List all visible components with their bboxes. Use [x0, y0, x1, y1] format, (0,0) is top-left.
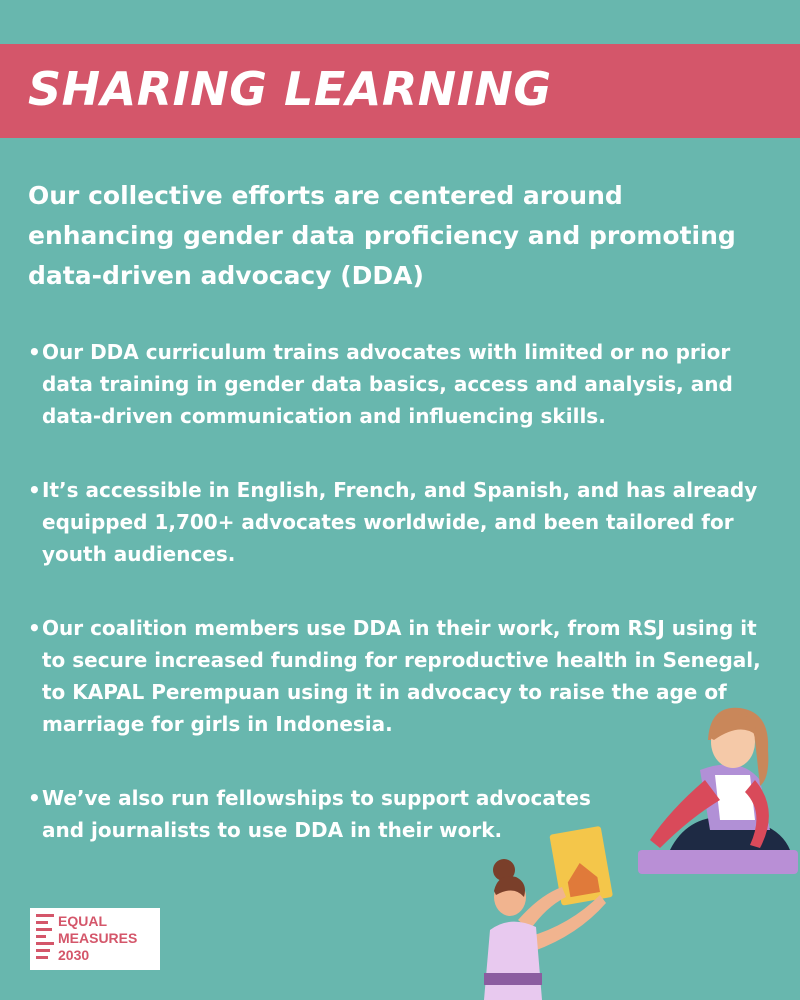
woman-with-book-illustration — [470, 825, 620, 1000]
bullet-item: • It’s accessible in English, French, and Spanish, and has already equipped 1,700+ advocates worldwide, and been tailored for youth audiences. — [28, 474, 768, 570]
bullet-item: • Our DDA curriculum trains advocates with limited or no prior data training in gender data basics, access and analysis, and data-driven communication and influencing skills. — [28, 336, 768, 432]
page-title: SHARING LEARNING — [28, 62, 552, 116]
equal-measures-logo — [30, 908, 160, 970]
bullet-item: • Our coalition members use DDA in their work, from RSJ using it to secure increased funding for reproductive health in Senegal, to KAPAL Perempuan using it in advocacy to raise the age of marriage for girls in Indonesia. — [28, 612, 768, 740]
logo-bars-icon — [36, 914, 54, 964]
bullet-item: • We’ve also run fellowships to support advocates and journalists to use DDA in their work. — [28, 782, 602, 846]
mat-shape — [638, 850, 798, 874]
intro-text: Our collective efforts are centered around enhancing gender data proficiency and promoting data-driven advocacy (DDA) — [28, 181, 736, 290]
logo-text: EQUAL MEASURES 2030 — [58, 913, 138, 963]
title-banner — [0, 44, 800, 138]
seated-woman-illustration — [630, 700, 800, 880]
